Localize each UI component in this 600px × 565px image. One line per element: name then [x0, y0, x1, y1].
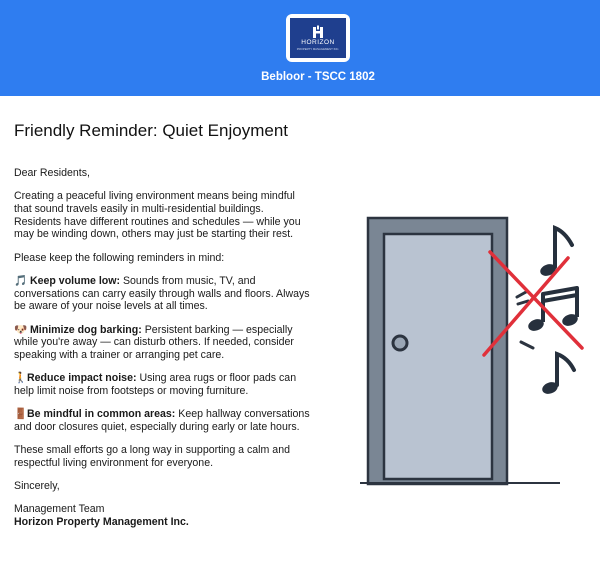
reminder-dog	[14, 324, 310, 362]
reminder-heading: Keep volume low:	[29, 274, 121, 287]
logo-subtitle: PROPERTY MANAGEMENT INC.	[296, 46, 340, 51]
signoff: Sincerely,	[14, 480, 60, 493]
header-banner	[0, 0, 600, 96]
door-panel	[384, 234, 492, 479]
company-name: Horizon Property Management Inc.	[14, 516, 189, 529]
logo-name: HORIZON	[301, 39, 335, 47]
reminder-heading: Reduce impact noise:	[27, 372, 137, 385]
company-logo	[286, 14, 350, 62]
music-note-icon: 🎵	[14, 274, 28, 287]
reminders-lead: Please keep the following reminders in mind:	[14, 251, 225, 264]
reminder-common-areas	[14, 408, 310, 433]
greeting: Dear Residents,	[14, 167, 90, 179]
building-logo-icon	[311, 25, 325, 39]
quiet-door-illustration	[360, 212, 590, 487]
page-title: Friendly Reminder: Quiet Enjoyment	[14, 121, 289, 140]
signer: Management Team	[14, 503, 105, 516]
notice-body	[14, 167, 310, 529]
doorknob-icon	[393, 336, 407, 350]
reminder-text: Keep hallway conversations and door closures quiet, especially during early or late hours.	[14, 408, 310, 433]
reminder-text: Sounds from music, TV, and conversations can carry easily through walls and floors. Always be aware of your noise levels at all times.	[14, 274, 310, 313]
reminder-heading: Be mindful in common areas:	[27, 408, 176, 421]
building-name: Bebloor - TSCC 1802	[261, 71, 375, 83]
intro-paragraph: Creating a peaceful living environment means being mindful that sound travels easily in multi-residential buildings. Residents have different routines and schedules — while you may be winding down, others may just be starting their rest.	[14, 190, 301, 241]
logo-badge	[290, 18, 346, 58]
reminder-text: Using area rugs or floor pads can help limit noise from footsteps or moving furniture.	[14, 372, 297, 397]
reminder-text: Persistent barking — especially while you're away — can disturb others. If needed, consider speaking with a trainer or arranging pet care.	[14, 323, 294, 361]
dog-icon: 🐶	[14, 323, 28, 336]
walking-person-icon: 🚶	[14, 372, 28, 385]
music-note-icon	[541, 354, 574, 396]
closing-paragraph: These small efforts go a long way in supporting a calm and respectful living environment for everyone.	[14, 444, 290, 469]
reminder-volume	[14, 275, 310, 313]
door-icon: 🚪	[14, 408, 28, 421]
reminder-impact	[14, 372, 310, 397]
reminder-heading: Minimize dog barking:	[29, 323, 142, 336]
